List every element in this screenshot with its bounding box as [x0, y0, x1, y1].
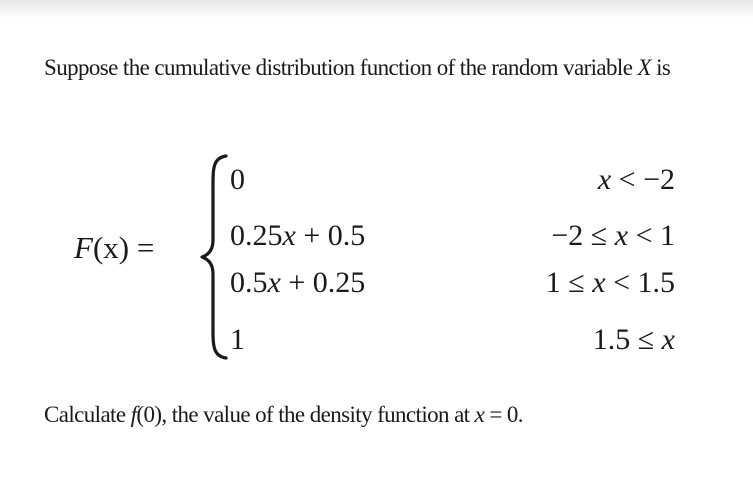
top-shadow-bar: [0, 0, 753, 18]
case-4-expression: 1: [230, 323, 245, 356]
question-text-middle: (0), the value of the density function at: [136, 402, 475, 427]
question-text: [44, 400, 734, 430]
cdf-function-argument: (x) =: [92, 230, 155, 265]
random-variable-symbol: X: [637, 55, 651, 80]
question-variable-symbol: x: [474, 402, 485, 427]
cdf-function-name: F: [74, 230, 93, 265]
case-2-condition: −2 ≤ x < 1: [551, 219, 675, 252]
intro-text-before: Suppose the cumulative distribution function of the random variable: [44, 55, 638, 80]
case-1-expression: 0: [230, 163, 245, 196]
cdf-lhs: [74, 228, 154, 268]
question-text-before: Calculate: [44, 402, 131, 427]
case-2-expression: 0.25x + 0.5: [230, 219, 366, 252]
problem-statement: [44, 52, 724, 83]
density-function-symbol: f: [130, 402, 137, 427]
case-1-condition: x < −2: [597, 163, 675, 196]
case-4-condition: 1.5 ≤ x: [592, 323, 675, 356]
case-3-expression: 0.5x + 0.25: [230, 266, 366, 299]
piecewise-left-brace: [200, 152, 232, 362]
question-text-after: = 0.: [484, 402, 523, 427]
intro-text-after: is: [650, 55, 671, 80]
case-3-condition: 1 ≤ x < 1.5: [545, 266, 675, 299]
